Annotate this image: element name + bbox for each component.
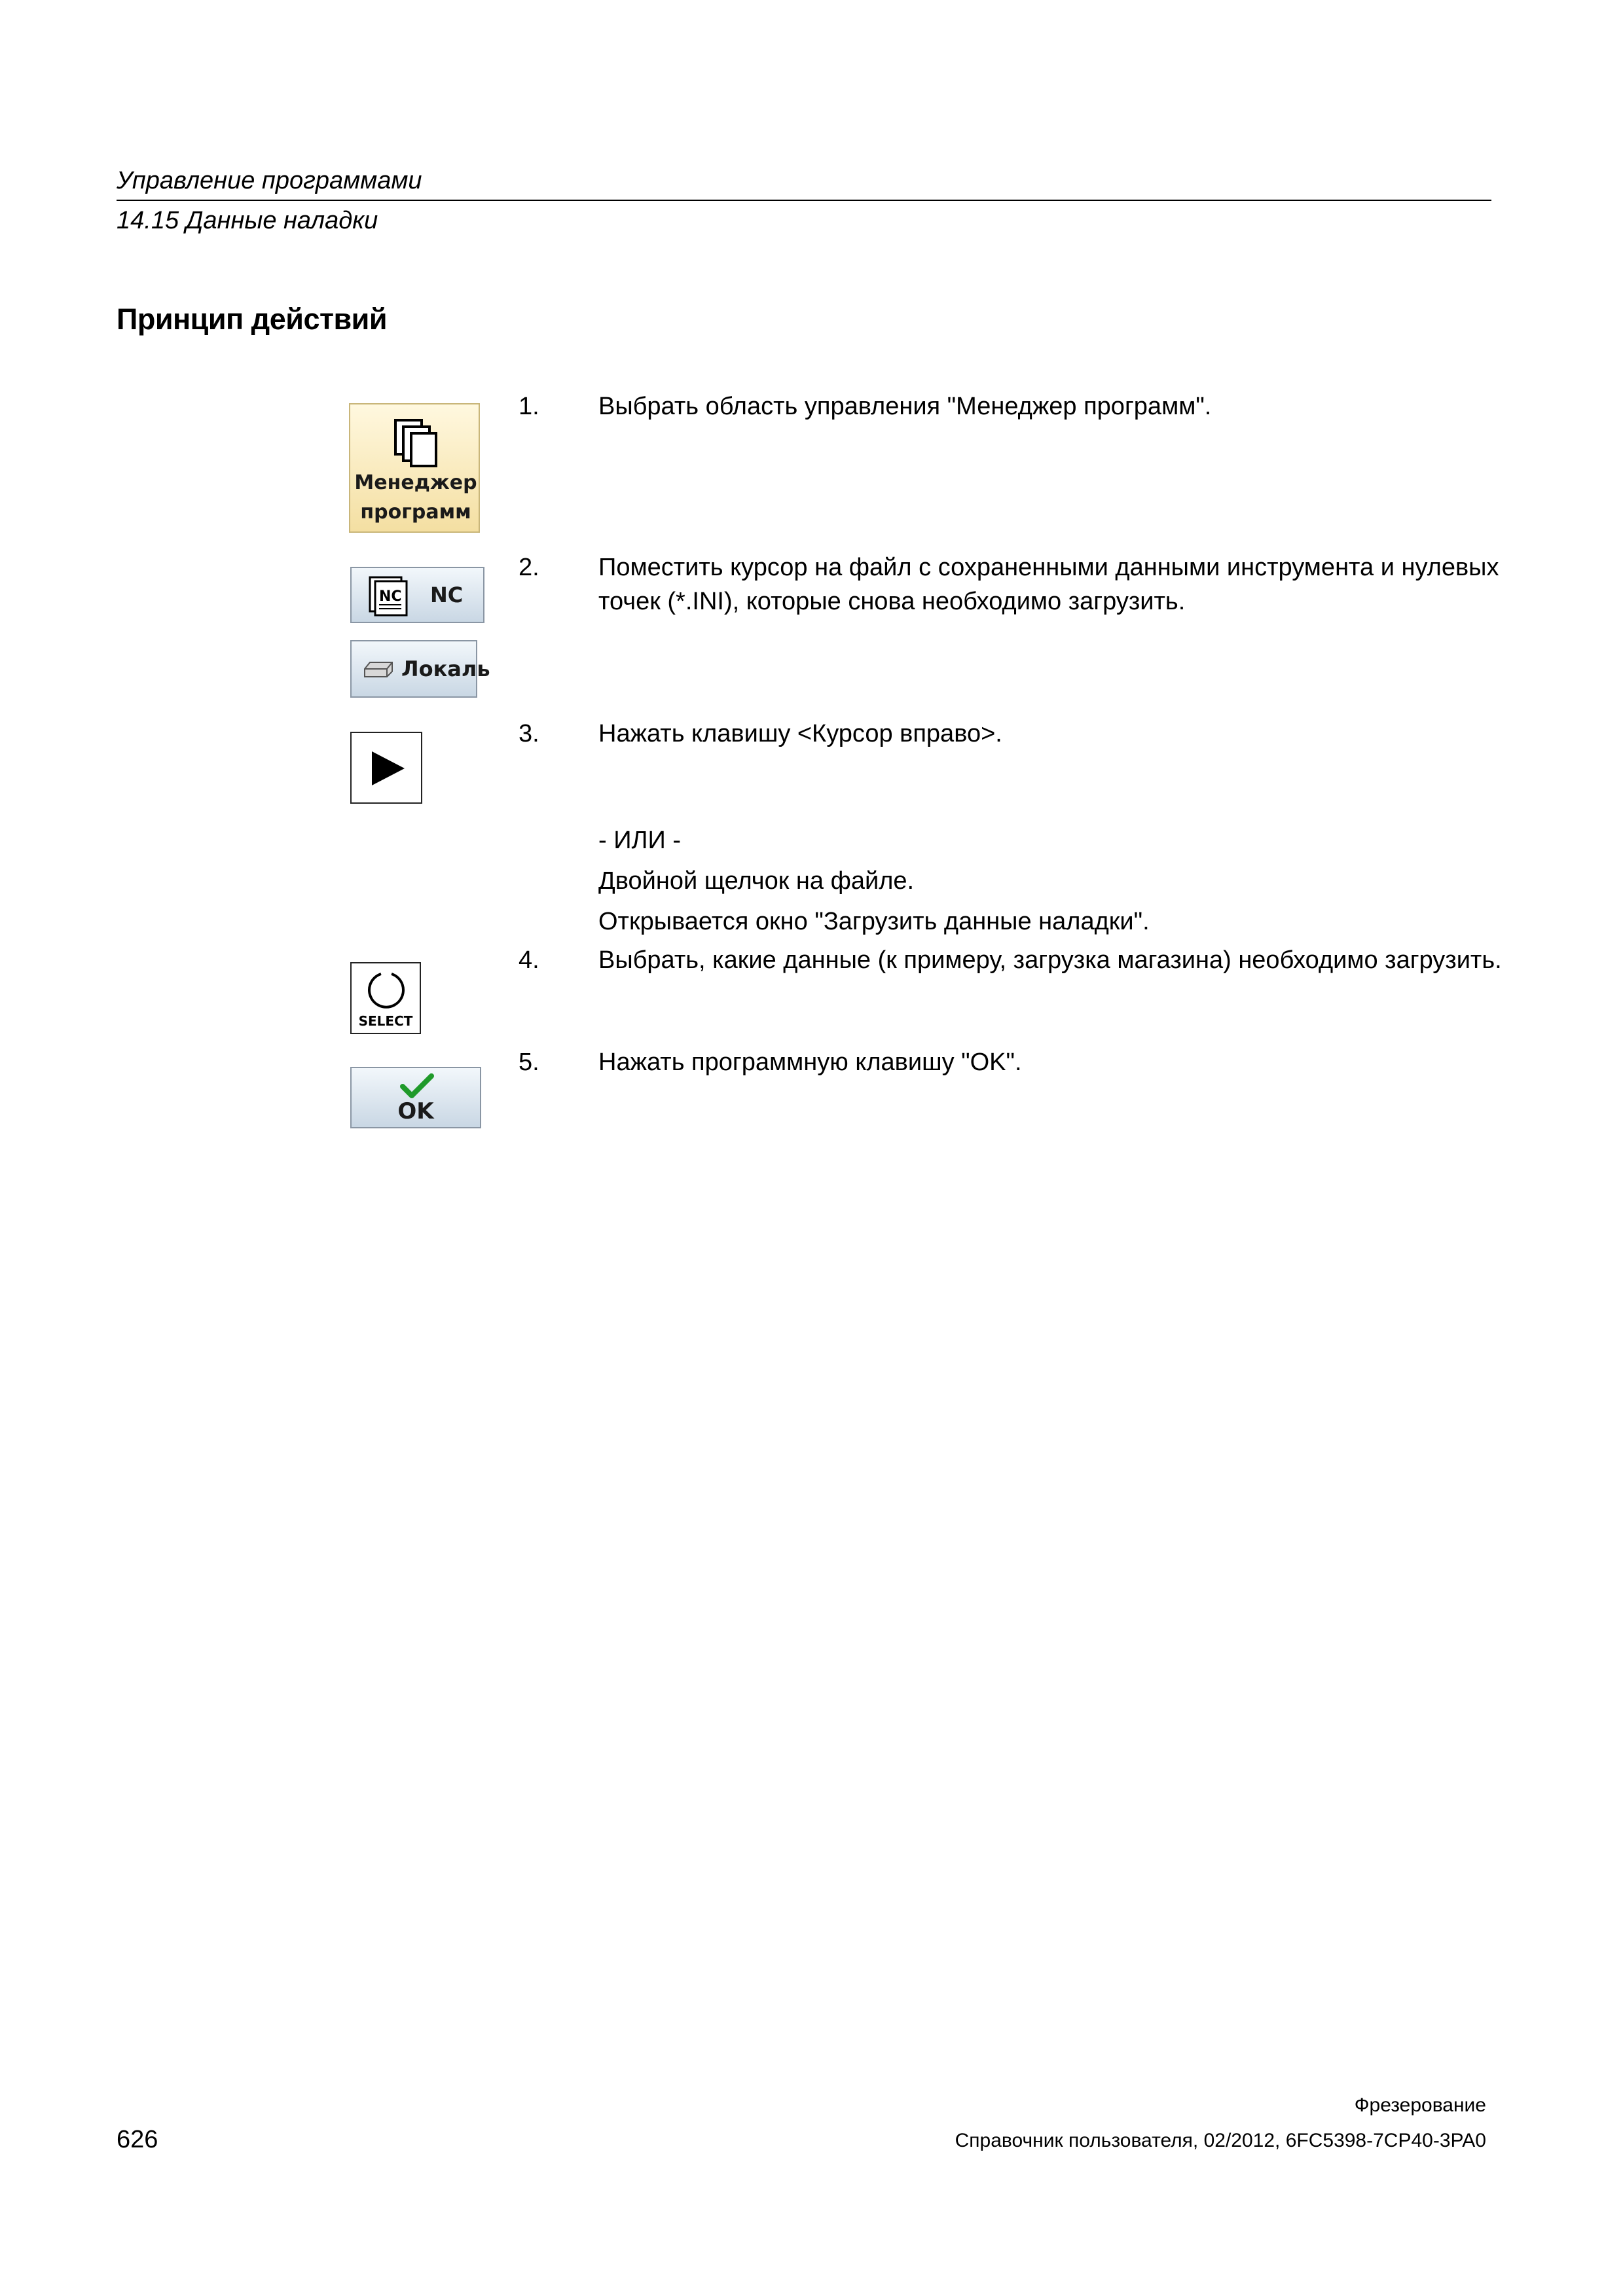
step-4-text: Выбрать, какие данные (к примеру, загрузка магазина) необходимо загрузить. — [598, 946, 1502, 974]
header-rule — [117, 200, 1491, 201]
step-2-number: 2. — [519, 554, 539, 581]
select-key — [350, 962, 421, 1034]
footer-manual-title: Фрезерование — [1354, 2094, 1486, 2116]
step-2-text: Поместить курсор на файл с сохраненными данными инструмента и нулевых точек (*.INI), которые снова необходимо загрузить. — [598, 554, 1499, 615]
ok-softkey — [350, 1067, 481, 1128]
checkmark-icon — [399, 1072, 435, 1101]
ok-label: OK — [397, 1098, 434, 1124]
footer-reference: Справочник пользователя, 02/2012, 6FC5398-7CP40-3PA0 — [955, 2130, 1486, 2151]
step-4-number: 4. — [519, 946, 539, 974]
local-drive-softkey — [350, 640, 490, 698]
section-heading: Принцип действий — [117, 302, 387, 336]
step-5-number: 5. — [519, 1049, 539, 1076]
step-3-text: Нажать клавишу <Курсор вправо>. — [598, 720, 1002, 747]
play-arrow-icon — [371, 750, 406, 787]
step-1-text: Выбрать область управления "Менеджер программ". — [598, 393, 1212, 420]
window-opens-text: Открывается окно "Загрузить данные наладки". — [598, 908, 1150, 935]
local-label: Локаль — [401, 656, 490, 681]
program-manager-label-line1: Менеджер — [354, 471, 477, 494]
step-1-number: 1. — [519, 393, 539, 420]
running-header-chapter: Управление программами — [117, 167, 422, 194]
program-manager-icon — [393, 418, 439, 469]
drive-icon — [363, 660, 393, 678]
nc-file-icon — [369, 576, 409, 617]
nc-softkey — [350, 567, 484, 623]
page-number: 626 — [117, 2126, 158, 2153]
program-manager-label-line2: программ — [360, 501, 471, 524]
cursor-right-key — [350, 732, 422, 804]
or-separator: - ИЛИ - — [598, 827, 681, 854]
step-5-text: Нажать программную клавишу "OK". — [598, 1049, 1022, 1076]
program-manager-softkey — [349, 403, 480, 533]
nc-label: NC — [430, 583, 464, 607]
select-label: SELECT — [358, 1013, 413, 1029]
double-click-text: Двойной щелчок на файле. — [598, 867, 915, 895]
svg-text:NC: NC — [379, 588, 402, 605]
select-circle-icon — [367, 970, 406, 1009]
step-3-number: 3. — [519, 720, 539, 747]
running-header-section: 14.15 Данные наладки — [117, 207, 378, 234]
